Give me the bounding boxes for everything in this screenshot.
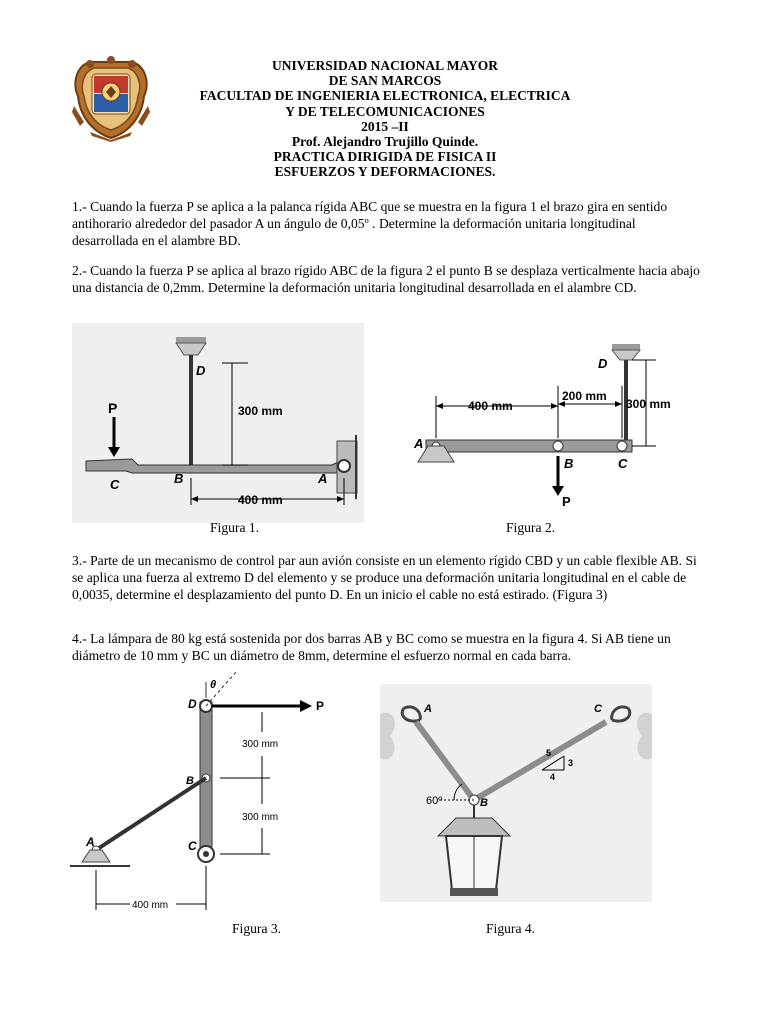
fig4-label-b: B	[480, 797, 488, 809]
fig1-label-d: D	[196, 363, 206, 378]
header-university: UNIVERSIDAD NACIONAL MAYOR	[271, 58, 499, 73]
fig2-dim-vertical: 300 mm	[626, 397, 671, 411]
header-university-2: DE SAN MARCOS	[328, 73, 442, 89]
fig2-dim-right: 200 mm	[562, 389, 607, 403]
fig2-label-p: P	[562, 494, 571, 509]
fig2-label-c: C	[618, 456, 628, 471]
fig1-label-c: C	[110, 477, 120, 492]
figure-3	[70, 672, 330, 918]
header-faculty: FACULTAD DE INGENIERIA ELECTRONICA, ELECTRICA	[199, 88, 571, 104]
fig1-label-a: A	[318, 471, 328, 486]
figure-1	[72, 323, 364, 523]
fig3-label-d: D	[188, 697, 197, 711]
fig3-label-theta: θ	[210, 679, 217, 691]
fig3-dim-horizontal: 400 mm	[132, 900, 169, 911]
fig4-slope-3: 3	[568, 758, 574, 768]
header-topic: ESFUERZOS Y DEFORMACIONES.	[274, 164, 496, 180]
fig4-label-angle: 60º	[426, 795, 443, 807]
fig4-slope-5: 5	[546, 748, 552, 758]
fig3-label-c: C	[188, 839, 197, 853]
figure-1-caption: Figura 1.	[210, 520, 260, 535]
problem-3: 3.- Parte de un mecanismo de control par aun avión consiste en un elemento rígido CBD y un cable flexible AB. Si se aplica una fuerza al extremo D del elemento y se produce una deformación unitaria longitudinal en el cable de 0,0035, determine el desplazamiento del punto D. En un inicio el cable no está estirado. (Figura 3)	[72, 553, 697, 602]
figure-2-caption: Figura 2.	[506, 520, 556, 535]
fig3-dim-bottom: 300 mm	[242, 812, 279, 823]
fig3-label-b: B	[186, 775, 194, 787]
fig4-label-c: C	[594, 703, 602, 715]
header-faculty-2: Y DE TELECOMUNICACIONES	[285, 103, 485, 119]
header-term: 2015 –II	[361, 118, 409, 134]
figure-4	[380, 684, 652, 902]
fig1-dim-vertical: 300 mm	[238, 404, 283, 418]
fig2-label-d: D	[598, 356, 608, 371]
problem-2: 2.- Cuando la fuerza P se aplica al brazo rígido ABC de la figura 2 el punto B se desplaza verticalmente hacia abajo una distancia de 0,2mm. Determine la deformación unitaria longitudinal desarrollada en el alambre CD.	[72, 263, 700, 295]
fig3-label-a: A	[86, 835, 95, 849]
document-header	[140, 58, 630, 180]
figure-3-caption: Figura 3.	[232, 921, 282, 936]
header-professor: Prof. Alejandro Trujillo Quinde.	[291, 134, 479, 150]
fig1-label-p: P	[108, 400, 118, 416]
fig3-dim-top: 300 mm	[242, 739, 279, 750]
fig4-label-a: A	[424, 703, 432, 715]
fig2-dim-left: 400 mm	[468, 399, 513, 413]
header-course: PRACTICA DIRIGIDA DE FISICA II	[273, 149, 497, 165]
fig1-dim-horizontal: 400 mm	[238, 493, 283, 507]
figure-4-caption: Figura 4.	[486, 921, 536, 936]
fig3-label-p: P	[316, 699, 325, 713]
fig2-label-b: B	[564, 456, 574, 471]
fig2-label-a: A	[414, 436, 424, 451]
problem-1: 1.- Cuando la fuerza P se aplica a la palanca rígida ABC que se muestra en la figura 1 el brazo gira en sentido antihorario alrededor del pasador A un ángulo de 0,05º . Determine la deformación unitaria longitudinal desarrollada en el alambre BD.	[72, 199, 668, 248]
fig4-slope-4: 4	[550, 772, 556, 782]
figure-2	[410, 338, 692, 514]
problem-4: 4.- La lámpara de 80 kg está sostenida por dos barras AB y BC como se muestra en la figura 4. Si AB tiene un diámetro de 10 mm y BC un diámetro de 8mm, determine el esfuerzo normal en cada barra.	[72, 631, 671, 663]
fig1-label-b: B	[174, 471, 184, 486]
